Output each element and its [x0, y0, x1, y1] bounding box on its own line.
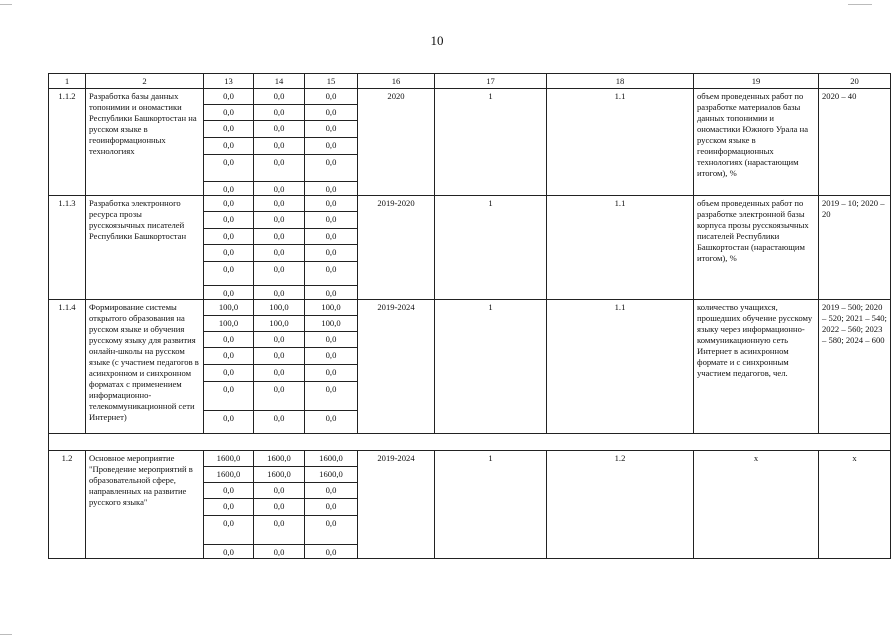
- funding-value: 0,0: [204, 121, 254, 138]
- column-header: 2: [86, 74, 204, 89]
- column-header: 14: [254, 74, 305, 89]
- funding-value: 0,0: [204, 212, 254, 229]
- funding-value: 0,0: [204, 105, 254, 121]
- funding-value: 1600,0: [254, 451, 305, 467]
- funding-value: 0,0: [305, 516, 358, 545]
- program-table: [48, 73, 891, 559]
- funding-value: 0,0: [305, 212, 358, 229]
- header-row: [49, 74, 891, 89]
- row-number: 1.2: [49, 451, 86, 559]
- funding-value: 0,0: [254, 196, 305, 212]
- table-row: [49, 89, 891, 105]
- funding-value: 100,0: [254, 300, 305, 316]
- page-number: 10: [430, 33, 444, 48]
- col-17-value: 1: [435, 300, 547, 434]
- col-17-value: 1: [435, 196, 547, 300]
- funding-value: 0,0: [254, 516, 305, 545]
- funding-value: 0,0: [204, 262, 254, 286]
- funding-value: 1600,0: [204, 467, 254, 483]
- target-values: x: [819, 451, 891, 559]
- funding-value: 100,0: [204, 316, 254, 332]
- funding-value: 0,0: [204, 286, 254, 300]
- spacer-row: [49, 434, 891, 451]
- funding-value: 0,0: [305, 365, 358, 382]
- funding-value: 0,0: [305, 155, 358, 182]
- period: 2020: [358, 89, 435, 196]
- funding-value: 100,0: [305, 316, 358, 332]
- funding-value: 0,0: [204, 332, 254, 348]
- funding-value: 1600,0: [305, 467, 358, 483]
- funding-value: 0,0: [204, 545, 254, 559]
- funding-value: 0,0: [254, 138, 305, 155]
- funding-value: 0,0: [254, 545, 305, 559]
- funding-value: 0,0: [305, 348, 358, 365]
- col-17-value: 1: [435, 451, 547, 559]
- indicator: x: [694, 451, 819, 559]
- scan-edge-mark: [848, 4, 872, 5]
- funding-value: 0,0: [204, 89, 254, 105]
- funding-value: 0,0: [254, 182, 305, 196]
- table-row: [49, 300, 891, 316]
- scan-edge-mark: [0, 634, 12, 635]
- funding-value: 0,0: [204, 382, 254, 411]
- scan-edge-mark: [0, 4, 12, 5]
- col-18-value: 1.2: [547, 451, 694, 559]
- funding-value: 0,0: [305, 245, 358, 262]
- column-header: 13: [204, 74, 254, 89]
- funding-value: 0,0: [305, 382, 358, 411]
- column-header: 1: [49, 74, 86, 89]
- funding-value: 0,0: [254, 411, 305, 434]
- funding-value: 0,0: [204, 365, 254, 382]
- funding-value: 0,0: [254, 262, 305, 286]
- funding-value: 0,0: [254, 286, 305, 300]
- column-header: 15: [305, 74, 358, 89]
- funding-value: 0,0: [204, 499, 254, 516]
- funding-value: 0,0: [254, 121, 305, 138]
- funding-value: 0,0: [204, 155, 254, 182]
- funding-value: 100,0: [204, 300, 254, 316]
- funding-value: 0,0: [254, 89, 305, 105]
- funding-value: 0,0: [204, 229, 254, 245]
- funding-value: 0,0: [254, 155, 305, 182]
- funding-value: 0,0: [305, 89, 358, 105]
- funding-value: 0,0: [305, 545, 358, 559]
- col-18-value: 1.1: [547, 300, 694, 434]
- funding-value: 0,0: [305, 105, 358, 121]
- funding-value: 0,0: [305, 483, 358, 499]
- funding-value: 0,0: [254, 499, 305, 516]
- funding-value: 0,0: [305, 229, 358, 245]
- row-number: 1.1.4: [49, 300, 86, 434]
- funding-value: 0,0: [305, 196, 358, 212]
- col-18-value: 1.1: [547, 89, 694, 196]
- funding-value: 0,0: [204, 138, 254, 155]
- column-header: 19: [694, 74, 819, 89]
- funding-value: 0,0: [305, 499, 358, 516]
- funding-value: 1600,0: [204, 451, 254, 467]
- column-header: 17: [435, 74, 547, 89]
- column-header: 20: [819, 74, 891, 89]
- activity-name: Формирование системы открытого образования на русском языке и обучения русскому языку для развития онлайн-школы на русском языке (с участием педагогов в асинхронном и синхронном форматах с применением информационно-телекоммуникационной сети Интернет): [86, 300, 204, 434]
- funding-value: 1600,0: [305, 451, 358, 467]
- period: 2019-2024: [358, 451, 435, 559]
- target-values: 2019 – 500; 2020 – 520; 2021 – 540; 2022 – 560; 2023 – 580; 2024 – 600: [819, 300, 891, 434]
- activity-name: Основное мероприятие "Проведение мероприятий в образовательной сфере, направленных на развитие русского языка": [86, 451, 204, 559]
- funding-value: 0,0: [254, 332, 305, 348]
- funding-value: 0,0: [305, 411, 358, 434]
- funding-value: 0,0: [204, 182, 254, 196]
- indicator: объем проведенных работ по разработке материалов базы данных топонимии и ономастики Южного Урала на русском языке в геоинформационных технологиях (нарастающим итогом), %: [694, 89, 819, 196]
- activity-name: Разработка электронного ресурса прозы русскоязычных писателей Республики Башкортостан: [86, 196, 204, 300]
- col-18-value: 1.1: [547, 196, 694, 300]
- row-number: 1.1.2: [49, 89, 86, 196]
- indicator: количество учащихся, прошедших обучение русскому языку через информационно-коммуникационную сеть Интернет в асинхронном формате и с синхронным участием педагогов, чел.: [694, 300, 819, 434]
- funding-value: 100,0: [305, 300, 358, 316]
- indicator: объем проведенных работ по разработке электронной базы корпуса прозы русскоязычных писателей Республики Башкортостан (нарастающим итогом), %: [694, 196, 819, 300]
- period: 2019-2024: [358, 300, 435, 434]
- target-values: 2020 – 40: [819, 89, 891, 196]
- funding-value: 100,0: [254, 316, 305, 332]
- funding-value: 0,0: [254, 105, 305, 121]
- row-number: 1.1.3: [49, 196, 86, 300]
- funding-value: 0,0: [305, 121, 358, 138]
- funding-value: 0,0: [305, 286, 358, 300]
- target-values: 2019 – 10; 2020 – 20: [819, 196, 891, 300]
- col-17-value: 1: [435, 89, 547, 196]
- funding-value: 0,0: [204, 245, 254, 262]
- activity-name: Разработка базы данных топонимии и ономастики Республики Башкортостан на русском языке в геоинформационных технологиях: [86, 89, 204, 196]
- table-row: [49, 451, 891, 467]
- funding-value: 0,0: [305, 138, 358, 155]
- funding-value: 1600,0: [254, 467, 305, 483]
- funding-value: 0,0: [254, 365, 305, 382]
- funding-value: 0,0: [254, 483, 305, 499]
- funding-value: 0,0: [254, 212, 305, 229]
- funding-value: 0,0: [204, 483, 254, 499]
- funding-value: 0,0: [204, 516, 254, 545]
- funding-value: 0,0: [305, 262, 358, 286]
- table-row: [49, 196, 891, 212]
- funding-value: 0,0: [204, 411, 254, 434]
- column-header: 18: [547, 74, 694, 89]
- empty-separator-cell: [49, 434, 891, 451]
- period: 2019-2020: [358, 196, 435, 300]
- funding-value: 0,0: [254, 348, 305, 365]
- column-header: 16: [358, 74, 435, 89]
- funding-value: 0,0: [204, 348, 254, 365]
- funding-value: 0,0: [305, 332, 358, 348]
- funding-value: 0,0: [204, 196, 254, 212]
- funding-value: 0,0: [254, 229, 305, 245]
- funding-value: 0,0: [305, 182, 358, 196]
- funding-value: 0,0: [254, 382, 305, 411]
- funding-value: 0,0: [254, 245, 305, 262]
